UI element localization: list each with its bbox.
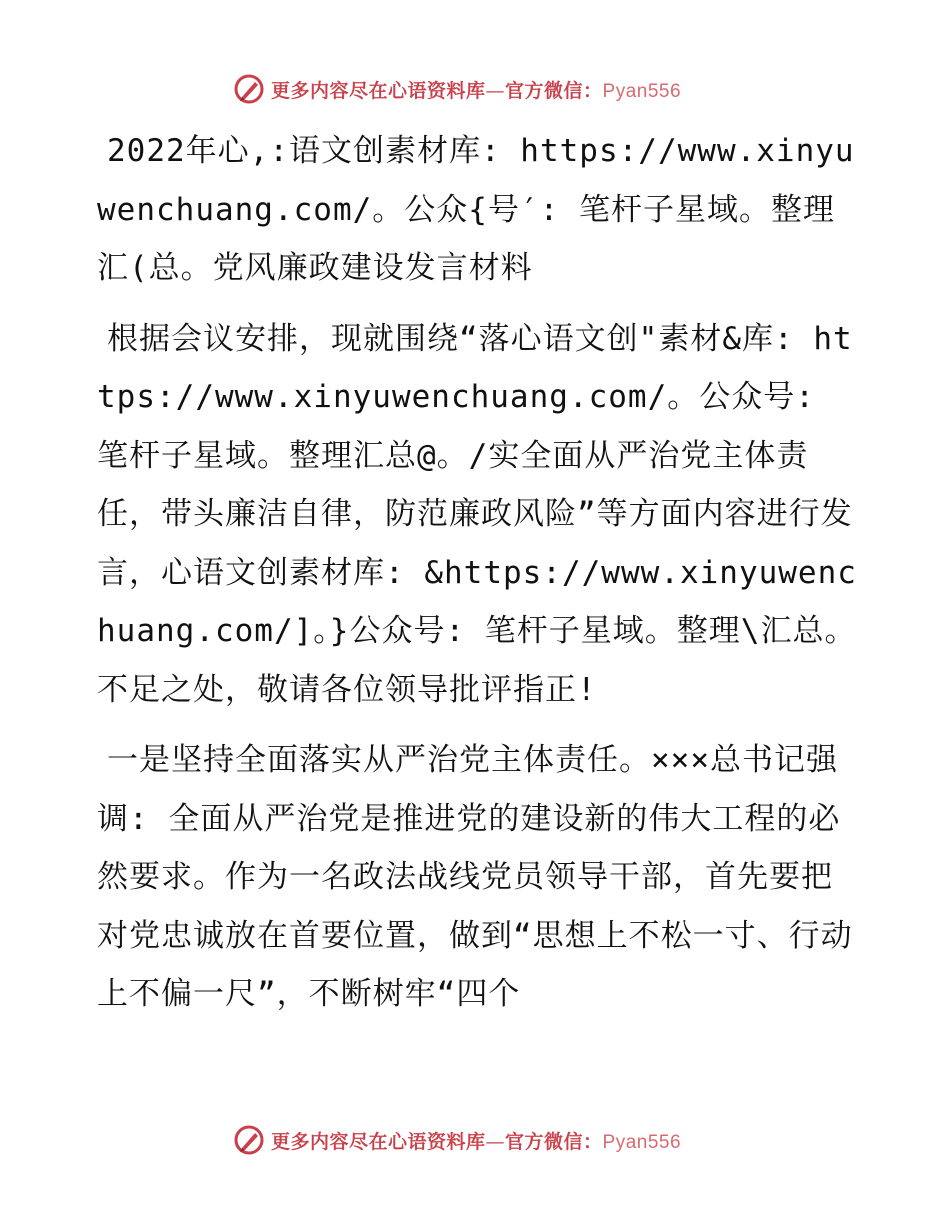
banner-dash: — [485, 1130, 506, 1153]
banner-text [271, 76, 681, 103]
paragraph [97, 731, 857, 1024]
paragraph-text: 2022年心,:语文创素材库: https://www.xinyuwenchuang.com/。公众{号′: 笔杆子星域。整理汇(总。党风廉政建设发言材料 [97, 133, 855, 286]
banner-wechat-id: Pyan556 [602, 1131, 682, 1153]
banner-official-label: 官方微信： [505, 79, 603, 102]
paragraph-text: 根据会议安排，现就围绕“落心语文创"素材&库: https://www.xinyuwenchuang.com/。公众号: 笔杆子星域。整理汇总@。/实全面从严治党主体责任，带头廉洁自律，防范廉政风险”等方面内容进行发言，心语文创素材库: &https://www.xinyuwenchuang.com/]。}公众号: 笔杆子星域。整理\汇总。不足之处，敬请各位领导批评指正! [97, 320, 857, 708]
pen-nib-logo-icon [233, 73, 265, 105]
paragraph [97, 310, 857, 720]
header-watermark-banner [233, 72, 713, 106]
banner-text [271, 1127, 681, 1154]
paragraph-text: 一是坚持全面落实从严治党主体责任。×××总书记强调: 全面从严治党是推进党的建设新的伟大工程的必然要求。作为一名政法战线党员领导干部，首先要把对党忠诚放在首要位置，做到“思想上不松一寸、行动上不偏一尺”，不断树牢“四个 [97, 742, 853, 1012]
banner-wechat-id: Pyan556 [602, 80, 682, 102]
document-body [97, 122, 857, 1036]
footer-watermark-banner [233, 1123, 713, 1157]
banner-site-text: 更多内容尽在心语资料库 [271, 1130, 486, 1153]
banner-dash: — [485, 79, 506, 102]
paragraph [97, 122, 857, 298]
pen-nib-logo-icon [233, 1124, 265, 1156]
banner-site-text: 更多内容尽在心语资料库 [271, 79, 486, 102]
banner-official-label: 官方微信： [505, 1130, 603, 1153]
